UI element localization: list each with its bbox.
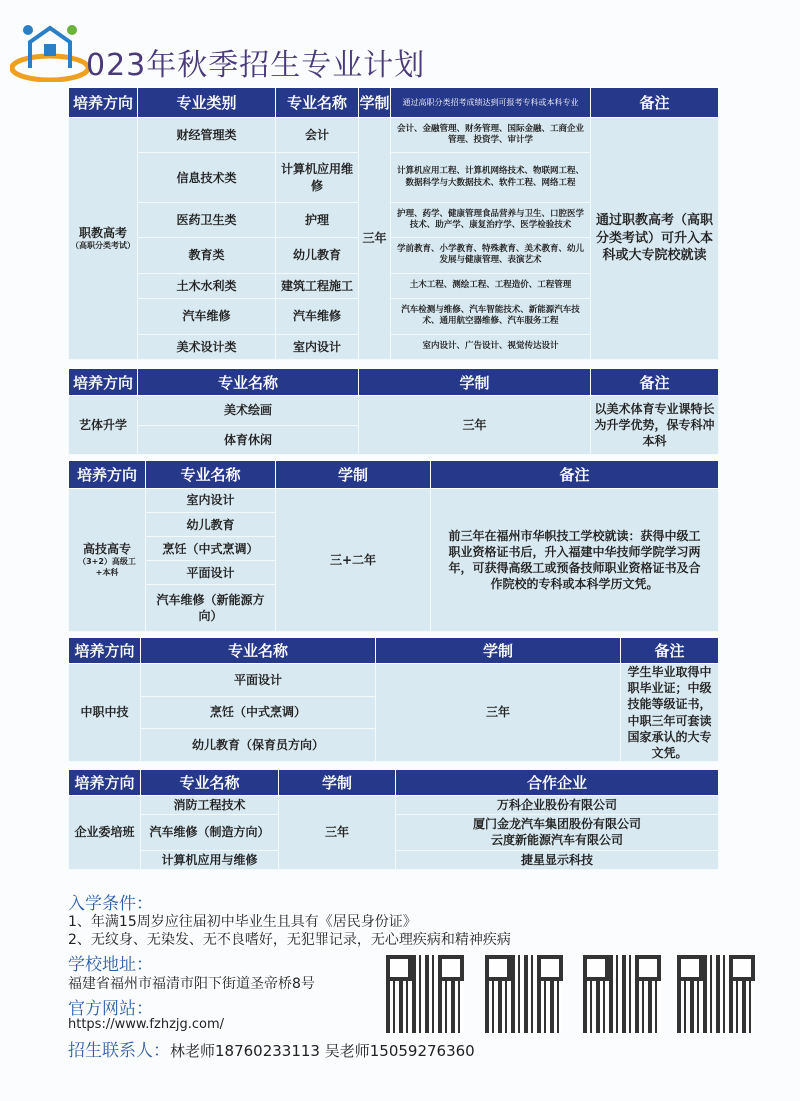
th: 备注 xyxy=(621,638,719,664)
category-cell: 教育类 xyxy=(138,238,276,273)
table-art-sports xyxy=(68,368,719,455)
major-cell: 幼儿教育 xyxy=(146,513,276,537)
duration-cell: 三+二年 xyxy=(276,489,431,632)
th: 专业名称 xyxy=(276,88,359,118)
th: 通过高职分类招考成绩达到可报考专科或本科专业 xyxy=(391,88,591,118)
qr-code xyxy=(485,955,563,1033)
major-cell: 汽车维修（制造方向） xyxy=(141,814,279,850)
duration-cell: 三年 xyxy=(279,796,396,870)
th: 培养方向 xyxy=(69,461,146,489)
targets-cell: 室内设计、广告设计、视觉传达设计 xyxy=(391,334,591,359)
direction-cell: 中职中技 xyxy=(69,664,141,762)
th: 专业名称 xyxy=(141,770,279,796)
major-cell: 平面设计 xyxy=(141,664,376,697)
major-cell: 室内设计 xyxy=(146,489,276,513)
school-logo xyxy=(10,20,90,82)
th: 专业名称 xyxy=(138,369,359,396)
major-cell: 体育休闲 xyxy=(138,425,359,455)
category-cell: 美术设计类 xyxy=(138,334,276,359)
major-cell: 烹饪（中式烹调） xyxy=(146,537,276,561)
direction-cell: 职教高考 （高职分类考试） xyxy=(69,118,138,360)
major-cell: 汽车维修（新能源方向） xyxy=(146,585,276,632)
th: 学制 xyxy=(276,461,431,489)
targets-cell: 学前教育、小学教育、特殊教育、美术教育、幼儿发展与健康管理、表演艺术 xyxy=(391,238,591,273)
table-higher-tech xyxy=(68,460,719,632)
th: 学制 xyxy=(279,770,396,796)
th: 学制 xyxy=(376,638,621,664)
major-cell: 会计 xyxy=(276,118,359,153)
table-enterprise-class xyxy=(68,769,719,870)
direction-cell: 艺体升学 xyxy=(69,396,138,455)
major-cell: 汽车维修 xyxy=(276,299,359,334)
page-title: 023年秋季招生专业计划 xyxy=(86,48,426,83)
th: 合作企业 xyxy=(396,770,719,796)
table-vocational-exam xyxy=(68,87,719,360)
website-link[interactable]: https://www.fzhzjg.com/ xyxy=(68,1017,225,1032)
major-cell: 消防工程技术 xyxy=(141,796,279,815)
note-cell: 以美术体育专业课特长为升学优势，保专科冲本科 xyxy=(591,396,719,455)
note-cell: 前三年在福州市华帜技工学校就读：获得中级工职业资格证书后，升入福建中华技师学院学习两年，可获得高级工或预备技师职业资格证书及合作院校的专科或本科学历文凭。 xyxy=(431,489,719,632)
th: 培养方向 xyxy=(69,369,138,396)
address: 福建省福州市福清市阳下街道圣帝桥8号 xyxy=(68,976,315,992)
major-cell: 平面设计 xyxy=(146,561,276,585)
th: 专业类别 xyxy=(138,88,276,118)
th: 备注 xyxy=(591,369,719,396)
th: 专业名称 xyxy=(146,461,276,489)
duration-cell: 三年 xyxy=(376,664,621,762)
major-cell: 计算机应用与维修 xyxy=(141,851,279,870)
th: 学制 xyxy=(359,369,591,396)
targets-cell: 会计、金融管理、财务管理、国际金融、工商企业管理、投资学、审计学 xyxy=(391,118,591,153)
direction-cell: 企业委培班 xyxy=(69,796,141,870)
category-cell: 土木水利类 xyxy=(138,273,276,298)
th: 培养方向 xyxy=(69,88,138,118)
company-cell: 万科企业股份有限公司 xyxy=(396,796,719,815)
major-cell: 烹饪（中式烹调） xyxy=(141,696,376,729)
targets-cell: 汽车检测与维修、汽车智能技术、新能源汽车技术、通用航空器维修、汽车服务工程 xyxy=(391,299,591,334)
direction-cell: 高技高专 （3+2）高级工+本科 xyxy=(69,489,146,632)
major-cell: 幼儿教育（保育员方向） xyxy=(141,729,376,762)
condition-1: 1、年满15周岁应往届初中毕业生且具有《居民身份证》 xyxy=(68,914,417,930)
table-secondary-tech xyxy=(68,637,719,762)
major-cell: 计算机应用维修 xyxy=(276,153,359,202)
duration-cell: 三年 xyxy=(359,118,391,360)
category-cell: 财经管理类 xyxy=(138,118,276,153)
th: 备注 xyxy=(591,88,719,118)
note-cell: 学生毕业取得中职毕业证；中级技能等级证书，中职三年可套读国家承认的大专文凭。 xyxy=(621,664,719,762)
conditions-label: 入学条件： xyxy=(68,894,153,914)
company-cell: 捷星显示科技 xyxy=(396,851,719,870)
targets-cell: 土木工程、测绘工程、工程造价、工程管理 xyxy=(391,273,591,298)
note-cell: 通过职教高考（高职分类考试）可升入本科或大专院校就读 xyxy=(591,118,719,360)
th: 培养方向 xyxy=(69,770,141,796)
category-cell: 汽车维修 xyxy=(138,299,276,334)
major-cell: 建筑工程施工 xyxy=(276,273,359,298)
condition-2: 2、无纹身、无染发、无不良嗜好，无犯罪记录，无心理疾病和精神疾病 xyxy=(68,932,511,948)
th: 专业名称 xyxy=(141,638,376,664)
address-label: 学校地址： xyxy=(68,955,153,975)
major-cell: 美术绘画 xyxy=(138,396,359,426)
category-cell: 信息技术类 xyxy=(138,153,276,202)
qr-code xyxy=(583,955,661,1033)
category-cell: 医药卫生类 xyxy=(138,202,276,237)
major-cell: 护理 xyxy=(276,202,359,237)
contact-line: 招生联系人：林老师18760233113 吴老师15059276360 xyxy=(68,1041,475,1061)
qr-code xyxy=(386,955,464,1033)
company-cell: 厦门金龙汽车集团股份有限公司 云度新能源汽车有限公司 xyxy=(396,814,719,850)
major-cell: 幼儿教育 xyxy=(276,238,359,273)
qr-code xyxy=(677,955,755,1033)
major-cell: 室内设计 xyxy=(276,334,359,359)
targets-cell: 计算机应用工程、计算机网络技术、物联网工程、数据科学与大数据技术、软件工程、网络工程 xyxy=(391,153,591,202)
targets-cell: 护理、药学、健康管理食品营养与卫生、口腔医学技术、助产学、康复治疗学、医学检验技术 xyxy=(391,202,591,237)
website-label: 官方网站： xyxy=(68,999,153,1019)
th: 培养方向 xyxy=(69,638,141,664)
th: 备注 xyxy=(431,461,719,489)
th: 学制 xyxy=(359,88,391,118)
duration-cell: 三年 xyxy=(359,396,591,455)
